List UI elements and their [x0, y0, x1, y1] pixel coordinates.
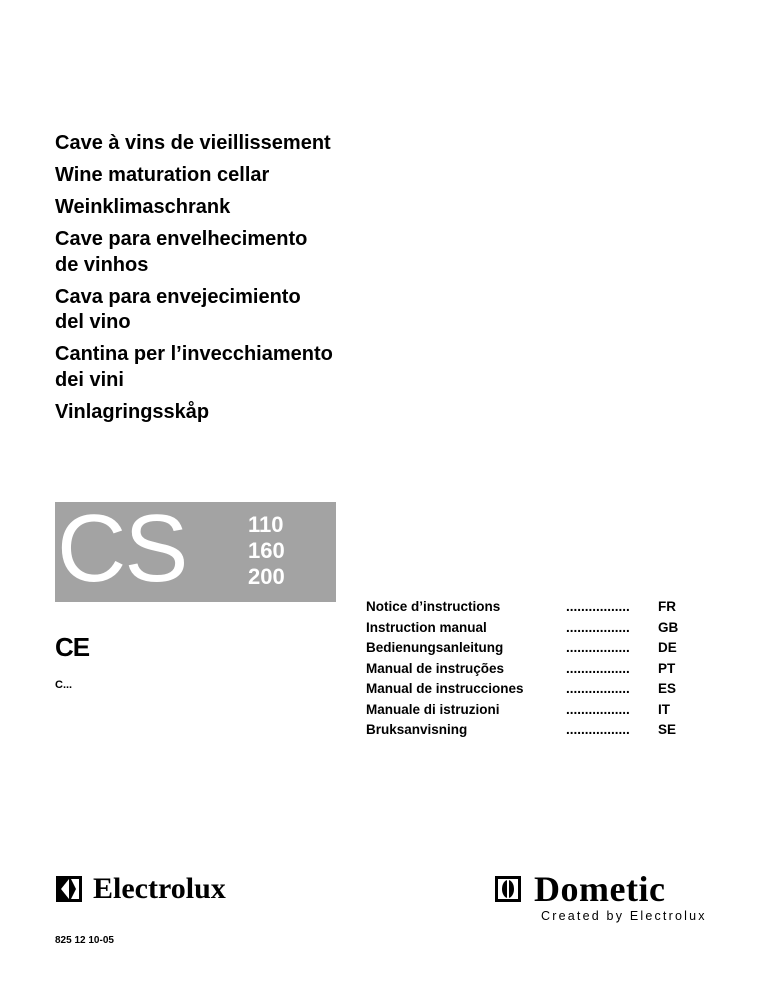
- manual-name: Bruksanvisning: [366, 722, 468, 737]
- language-code: GB: [658, 619, 679, 635]
- leader-dots: .................: [566, 722, 630, 737]
- language-code: ES: [658, 681, 677, 696]
- title-it: Cantina per l’invecchiamento dei vini: [55, 343, 333, 391]
- leader-dots: .................: [566, 660, 630, 676]
- title-gb: Wine maturation cellar: [55, 164, 270, 186]
- manual-name: Manuale di istruzioni: [366, 701, 500, 717]
- model-number: 200: [248, 564, 285, 589]
- language-code: FR: [658, 599, 676, 614]
- model-number: 110: [248, 512, 284, 537]
- leader-dots: .................: [566, 599, 630, 614]
- product-model-box: [55, 495, 336, 602]
- dometic-tagline: Created by Electrolux: [541, 909, 707, 923]
- title-de: Weinklimaschrank: [55, 196, 231, 218]
- manual-name: Manual de instrucciones: [366, 681, 524, 696]
- manual-name: Bedienungsanleitung: [366, 640, 504, 655]
- manual-name: Instruction manual: [366, 619, 487, 635]
- dometic-logo: [494, 870, 707, 923]
- electrolux-logo: [55, 872, 226, 906]
- ce-mark-icon: CE: [55, 632, 90, 662]
- electrolux-logo-icon: [55, 875, 83, 903]
- title-fr: Cave à vins de vieillissement: [55, 132, 331, 154]
- title-es: Cava para envejecimiento del vino: [55, 285, 301, 333]
- document-number: 825 12 10-05: [55, 935, 114, 946]
- manual-name: Manual de instruções: [366, 660, 505, 676]
- model-number: 160: [248, 538, 285, 563]
- language-code: PT: [658, 660, 676, 676]
- manual-name: Notice d’instructions: [366, 599, 501, 614]
- leader-dots: .................: [566, 640, 630, 655]
- leader-dots: .................: [566, 619, 630, 635]
- language-code: DE: [658, 640, 677, 655]
- language-code: SE: [658, 722, 677, 737]
- title-se: Vinlagringsskåp: [55, 400, 210, 423]
- title-pt: Cave para envelhecimento de vinhos: [55, 228, 308, 276]
- dometic-wordmark: Dometic: [534, 869, 666, 909]
- language-code: IT: [658, 701, 670, 717]
- dometic-logo-icon: [494, 875, 522, 903]
- product-series-letters: CS: [57, 495, 187, 602]
- leader-dots: .................: [566, 681, 630, 696]
- product-model-list: [248, 512, 285, 590]
- electrolux-wordmark: Electrolux: [93, 872, 226, 905]
- certification-code: C...: [55, 679, 73, 691]
- title-list: [55, 131, 475, 432]
- leader-dots: .................: [566, 701, 630, 717]
